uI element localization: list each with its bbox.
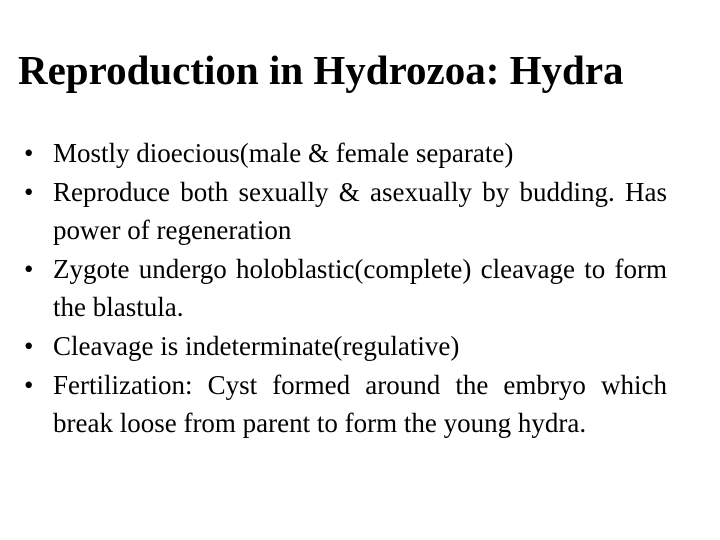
bullet-text: Fertilization: Cyst formed around the embryo which break loose from parent to form the young hydra. <box>53 369 667 439</box>
bullet-text: Zygote undergo holoblastic(complete) cleavage to form the blastula. <box>53 253 667 323</box>
bullet-marker: • <box>24 138 34 168</box>
bullet-text: Reproduce both sexually & asexually by budding. Has power of regeneration <box>53 176 667 246</box>
bullet-marker: • <box>24 330 34 361</box>
slide-title: Reproduction in Hydrozoa: Hydra <box>18 47 624 93</box>
bullet-item-3 <box>0 250 667 327</box>
bullet-text: Mostly dioecious(male & female separate) <box>53 138 514 168</box>
bullet-text: Cleavage is indeterminate(regulative) <box>53 330 460 361</box>
bullet-marker: • <box>24 253 34 284</box>
bullet-item-4 <box>0 327 667 366</box>
bullet-list <box>0 134 720 443</box>
bullet-item-1 <box>0 134 667 173</box>
bullet-marker: • <box>24 176 34 207</box>
bullet-marker: • <box>24 369 34 400</box>
bullet-item-5 <box>0 366 667 443</box>
bullet-item-2 <box>0 173 667 250</box>
